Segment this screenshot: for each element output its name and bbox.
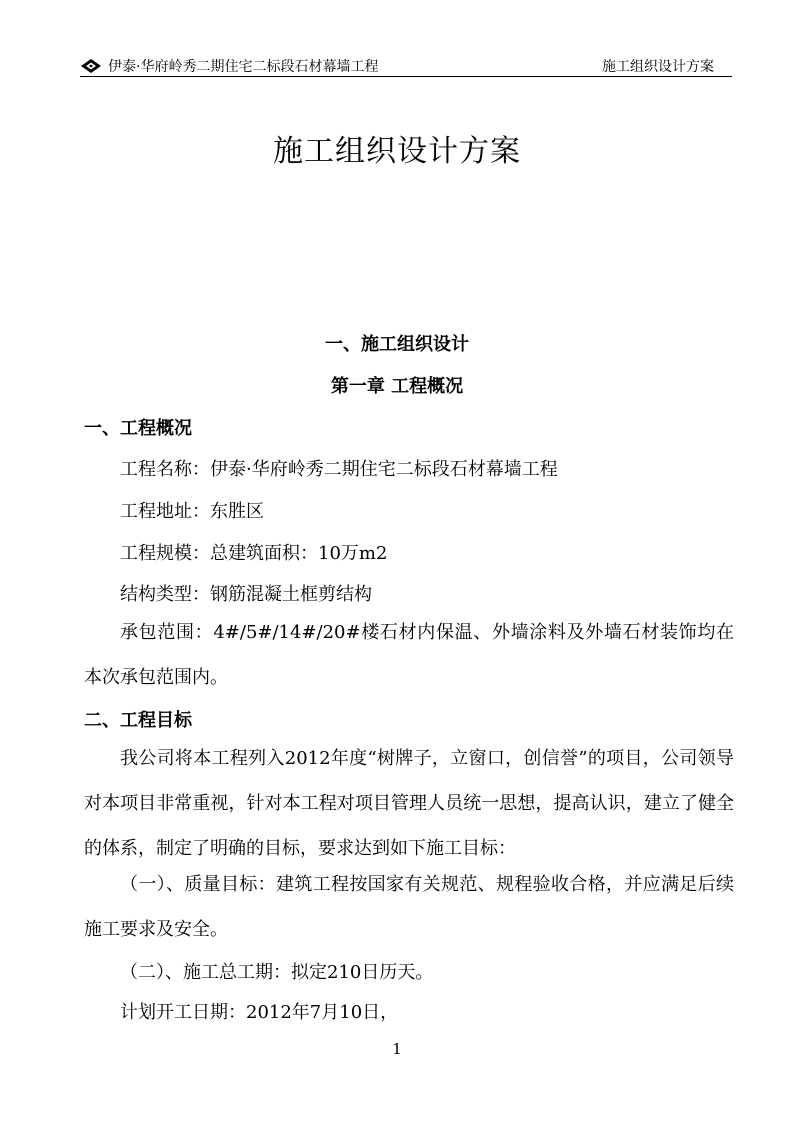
page-header: [80, 52, 732, 77]
part-heading: 一、施工组织设计: [325, 334, 469, 355]
project-address-line: 工程地址：东胜区: [120, 501, 264, 522]
diamond-logo-icon: [80, 58, 102, 74]
scope-paragraph: 承包范围：4#/5#/14#/20#楼石材内保温、外墙涂料及外墙石材装饰均在本次承包范围内。: [84, 622, 734, 688]
section1-heading: 一、工程概况: [84, 418, 192, 439]
header-doc-type: 施工组织设计方案: [602, 59, 714, 75]
project-scale-line: 工程规模：总建筑面积：10万m2: [120, 543, 388, 564]
chapter-heading: 第一章 工程概况: [330, 376, 464, 397]
document-title: 施工组织设计方案: [273, 134, 521, 169]
structure-type-line: 结构类型：钢筋混凝土框剪结构: [120, 584, 372, 605]
goals-intro-paragraph: 我公司将本工程列入2012年度“树牌子，立窗口，创信誉”的项目，公司领导对本项目非常重视，针对本工程对项目管理人员统一思想，提高认识，建立了健全的体系，制定了明确的目标，要求达到如下施工目标：: [84, 748, 734, 859]
project-name-line: 工程名称：伊泰·华府岭秀二期住宅二标段石材幕墙工程: [120, 459, 558, 480]
header-left: [80, 56, 378, 76]
start-date-line: 计划开工日期：2012年7月10日，: [120, 1002, 399, 1023]
quality-goal-paragraph: （一）、质量目标：建筑工程按国家有关规范、规程验收合格，并应满足后续施工要求及安全。: [84, 874, 734, 940]
section2-heading: 二、工程目标: [84, 710, 192, 731]
header-project-name: 伊泰·华府岭秀二期住宅二标段石材幕墙工程: [108, 59, 379, 75]
duration-line: （二）、施工总工期：拟定210日历天。: [120, 962, 434, 983]
page-number: 1: [392, 1040, 402, 1058]
